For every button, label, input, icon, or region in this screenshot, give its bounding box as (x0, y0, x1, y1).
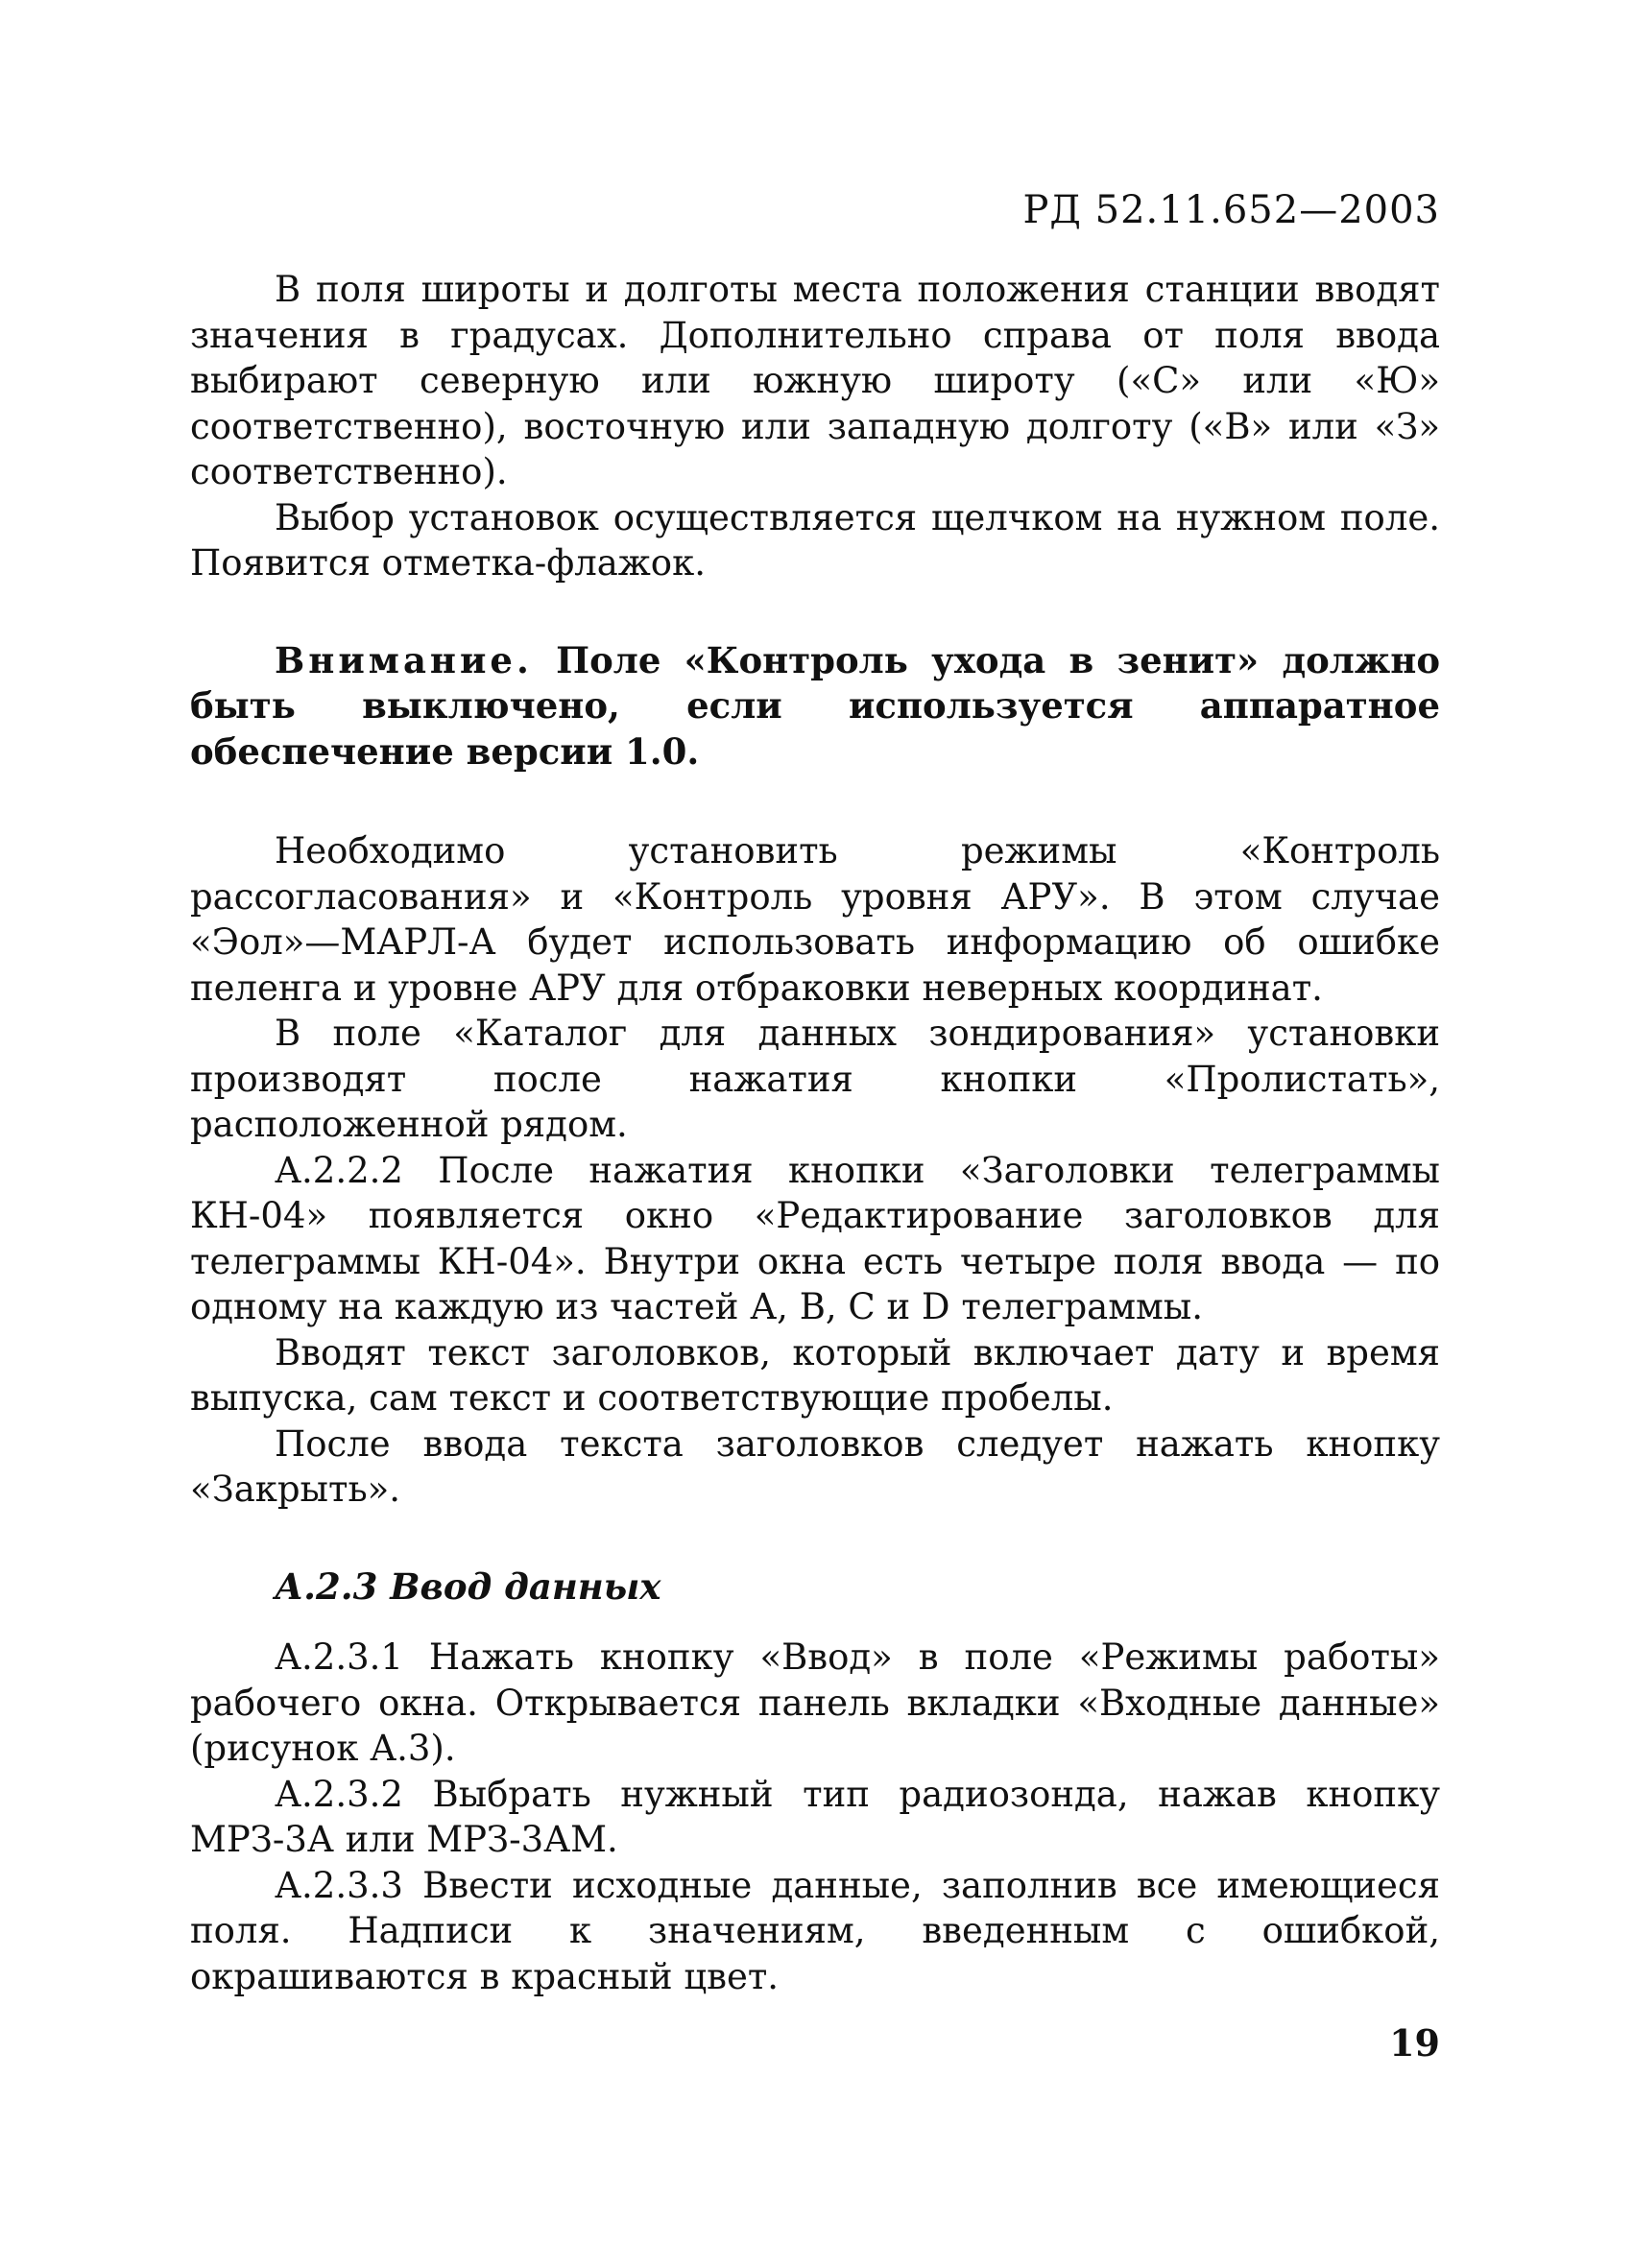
paragraph-close-button: После ввода текста заголовков следует нажать кнопку «Закрыть». (190, 1422, 1440, 1510)
document-page (190, 0, 1440, 2268)
paragraph-coordinates: В поля широты и долготы места положения станции вводят значения в градусах. Дополнительно справа от поля ввода выбирают северную или южную широту («С» или «Ю» соответственно), восточную или западную долготу («В» или «З» соответственно). (190, 269, 1440, 492)
warning-label: Внимание. (275, 638, 533, 681)
page-number: 19 (1389, 2021, 1440, 2065)
paragraph-a-2-3-2: А.2.3.2 Выбрать нужный тип радиозонда, нажав кнопку МРЗ-3А или МРЗ-3АМ. (190, 1773, 1440, 1860)
paragraph-a-2-3-1: А.2.3.1 Нажать кнопку «Ввод» в поле «Режимы работы» рабочего окна. Открывается панель вкладки «Входные данные» (рисунок А.3). (190, 1636, 1440, 1769)
paragraph-modes: Необходимо установить режимы «Контроль рассогласования» и «Контроль уровня АРУ». В этом случае «Эол»—МАРЛ-А будет использовать информацию об ошибке пеленга и уровне АРУ для отбраковки неверных координат. (190, 830, 1440, 1009)
document-code: РД 52.11.652—2003 (1022, 188, 1440, 232)
warning-note (190, 638, 1440, 776)
paragraph-a-2-2-2: А.2.2.2 После нажатия кнопки «Заголовки телеграммы КН-04» появляется окно «Редактирование заголовков для телеграммы КН-04». Внутри окна есть четыре поля ввода — по одному на каждую из частей А, В, С и D телеграммы. (190, 1149, 1440, 1327)
paragraph-a-2-3-3: А.2.3.3 Ввести исходные данные, заполнив все имеющиеся поля. Надписи к значениям, введенным с ошибкой, окрашиваются в красный цвет. (190, 1864, 1440, 1997)
paragraph-catalog: В поле «Каталог для данных зондирования» установки производят после нажатия кнопки «Пролистать», расположенной рядом. (190, 1013, 1440, 1145)
paragraph-header-text: Вводят текст заголовков, который включает дату и время выпуска, сам текст и соответствующие пробелы. (190, 1331, 1440, 1419)
section-heading: А.2.3 Ввод данных (275, 1564, 661, 1608)
warning-text: Поле «Контроль ухода в зенит» должно быть выключено, если используется аппаратное обеспечение версии 1.0. (190, 638, 1440, 773)
paragraph-settings-selection: Выбор установок осуществляется щелчком на нужном поле. Появится отметка-флажок. (190, 496, 1440, 584)
document-body (190, 267, 1440, 1999)
